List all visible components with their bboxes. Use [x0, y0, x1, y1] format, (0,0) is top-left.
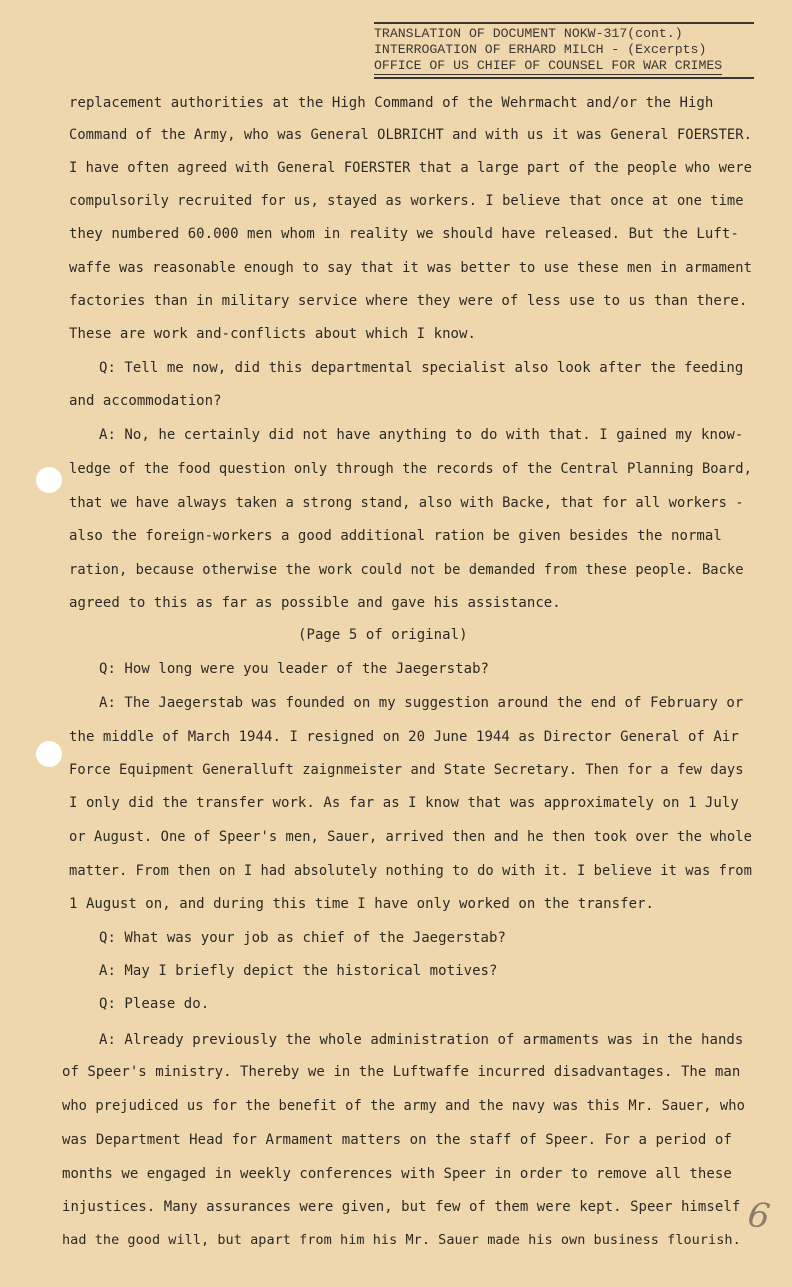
- question-line: Q: Tell me now, did this departmental specialist also look after the feeding: [99, 360, 744, 376]
- body-line: replacement authorities at the High Command of the Wehrmacht and/or the High: [69, 95, 714, 111]
- handwritten-page-number: 6: [745, 1194, 773, 1238]
- body-line: matter. From then on I had absolutely nothing to do with it. I believe it was from: [69, 863, 752, 879]
- body-line: months we engaged in weekly conferences with Speer in order to remove all these: [62, 1166, 732, 1182]
- body-line: Command of the Army, who was General OLBRICHT and with us it was General FOERSTER.: [69, 127, 752, 143]
- body-line: waffe was reasonable enough to say that it was better to use these men in armament: [69, 260, 752, 276]
- body-line: Force Equipment Generalluft zaignmeister and State Secretary. Then for a few days: [69, 762, 744, 778]
- body-line: they numbered 60.000 men whom in reality we should have released. But the Luft-: [69, 226, 739, 242]
- body-line: who prejudiced us for the benefit of the army and the navy was this Mr. Sauer, who: [62, 1098, 745, 1114]
- body-line: agreed to this as far as possible and gave his assistance.: [69, 595, 561, 611]
- header-top-rule: [374, 22, 754, 24]
- body-line: factories than in military service where they were of less use to us than there.: [69, 293, 748, 309]
- question-line: Q: Please do.: [99, 996, 210, 1012]
- body-line: 1 August on, and during this time I have only worked on the transfer.: [69, 896, 655, 912]
- body-line: injustices. Many assurances were given, but few of them were kept. Speer himself: [62, 1199, 741, 1215]
- body-line: ledge of the food question only through the records of the Central Planning Board,: [69, 461, 752, 477]
- punch-hole: [36, 741, 62, 767]
- answer-line: A: May I briefly depict the historical motives?: [99, 963, 498, 979]
- punch-hole: [36, 467, 62, 493]
- answer-line: A: The Jaegerstab was founded on my suggestion around the end of February or: [99, 695, 744, 711]
- body-line: I only did the transfer work. As far as I know that was approximately on 1 July: [69, 795, 739, 811]
- body-line: was Department Head for Armament matters on the staff of Speer. For a period of: [62, 1132, 732, 1148]
- body-line: I have often agreed with General FOERSTER that a large part of the people who were: [69, 160, 752, 176]
- answer-line: A: No, he certainly did not have anything to do with that. I gained my know-: [99, 427, 744, 443]
- body-line: These are work and-conflicts about which I know.: [69, 326, 476, 342]
- body-line: also the foreign-workers a good additional ration be given besides the normal: [69, 528, 722, 544]
- body-line: compulsorily recruited for us, stayed as workers. I believe that once at one time: [69, 193, 744, 209]
- question-line: Q: How long were you leader of the Jaegerstab?: [99, 661, 490, 677]
- body-line: the middle of March 1944. I resigned on 20 June 1944 as Director General of Air: [69, 729, 739, 745]
- page-reference: (Page 5 of original): [298, 627, 468, 643]
- header-line-3: OFFICE OF US CHIEF OF COUNSEL FOR WAR CRIMES: [374, 58, 723, 73]
- document-header: [374, 22, 754, 79]
- body-line: had the good will, but apart from him his Mr. Sauer made his own business flourish.: [62, 1232, 741, 1248]
- question-line: Q: What was your job as chief of the Jaegerstab?: [99, 930, 506, 946]
- header-bottom-rule: [374, 77, 754, 79]
- header-line-1: TRANSLATION OF DOCUMENT NOKW-317(cont.): [374, 26, 683, 41]
- body-line: or August. One of Speer's men, Sauer, arrived then and he then took over the whole: [69, 829, 752, 845]
- body-line: and accommodation?: [69, 393, 222, 409]
- body-line: ration, because otherwise the work could not be demanded from these people. Backe: [69, 562, 744, 578]
- body-line: of Speer's ministry. Thereby we in the Luftwaffe incurred disadvantages. The man: [62, 1064, 741, 1080]
- answer-line: A: Already previously the whole administration of armaments was in the hands: [99, 1032, 744, 1048]
- header-line-2: INTERROGATION OF ERHARD MILCH - (Excerpts): [374, 42, 707, 57]
- body-line: that we have always taken a strong stand, also with Backe, that for all workers -: [69, 495, 744, 511]
